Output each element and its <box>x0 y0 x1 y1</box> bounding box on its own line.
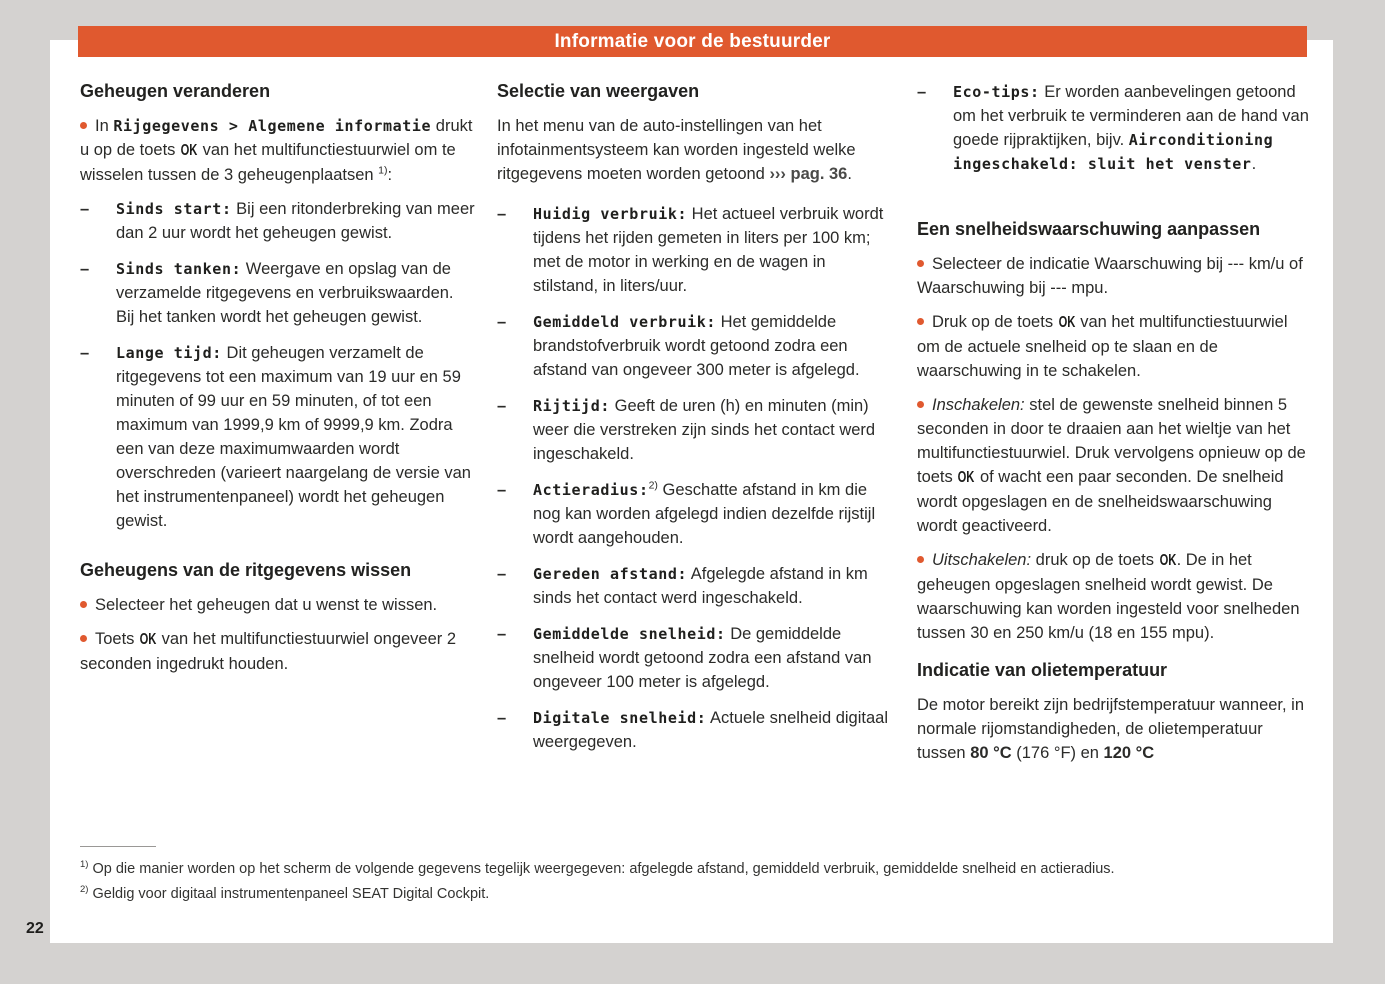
dash-item-actieradius <box>497 478 893 550</box>
dash-item-body <box>953 80 1313 176</box>
footnote-ref-2: 2) <box>648 479 658 492</box>
footnote-1 <box>80 857 1310 882</box>
section-heading-snelheidswaarschuwing: Een snelheidswaarschuwing aanpassen <box>917 219 1261 239</box>
section-heading-geheugens-wissen: Geheugens van de ritgegevens wissen <box>80 560 412 580</box>
ok-key-icon: OK <box>1058 314 1076 331</box>
ok-key-icon: OK <box>139 631 157 648</box>
dash-item-body <box>533 562 893 610</box>
text-run: Afgelegde afstand in km sinds het contact werd ingeschakeld. <box>533 565 868 607</box>
dash-marker: – <box>497 709 507 727</box>
value-80c: 80 °C <box>970 744 1012 762</box>
bullet-dot-icon <box>917 260 924 267</box>
dash-item-gemiddeld-verbruik <box>497 310 893 382</box>
footnotes <box>80 846 1310 907</box>
text-run: Geschatte afstand in km die nog kan worden afgelegd indien dezelfde rijstijl wordt aangehouden. <box>533 481 876 547</box>
dash-item-gemiddelde-snelheid <box>497 622 893 694</box>
term-sinds-tanken: Sinds tanken: <box>116 260 242 278</box>
dash-item-sinds-tanken <box>80 257 476 329</box>
term-eco-tips: Eco-tips: <box>953 83 1040 101</box>
term-huidig-verbruik: Huidig verbruik: <box>533 205 688 223</box>
dash-item-rijtijd <box>497 394 893 466</box>
footnote-1-marker: 1) <box>80 859 89 871</box>
text-run: Druk op de toets <box>932 313 1058 331</box>
dash-item-eco-tips <box>917 80 1313 176</box>
term-gereden-afstand: Gereden afstand: <box>533 565 688 583</box>
section-heading-selectie-weergaven: Selectie van weergaven <box>497 81 700 101</box>
text-run: van het multifunctiestuurwiel om te wisselen tussen de 3 geheugenplaatsen <box>80 141 456 184</box>
section-heading-olietemperatuur: Indicatie van olietemperatuur <box>917 660 1168 680</box>
text-run: (176 °F) en <box>1011 744 1104 762</box>
text-run: van het multifunctiestuurwiel ongeveer 2 seconden ingedrukt houden. <box>80 630 457 673</box>
dash-item-body <box>533 394 893 466</box>
term-gemiddelde-snelheid: Gemiddelde snelheid: <box>533 625 726 643</box>
page-header-bar <box>78 26 1307 57</box>
footnote-2 <box>80 882 1310 907</box>
text-run: Actuele snelheid digitaal weergegeven. <box>533 709 888 751</box>
term-actieradius: Actieradius: <box>533 481 649 499</box>
bullet-item-uitschakelen <box>917 548 1313 645</box>
column-middle <box>497 80 893 766</box>
text-run: Selecteer de indicatie Waarschuwing bij --- km/u of Waarschuwing bij --- mpu. <box>917 255 1303 297</box>
text-run: . De in het geheugen opgeslagen snelheid wordt gewist. De waarschuwing kan worden ingesteld voor snelheden tussen 30 en 250 km/u (18 en 155 mpu). <box>917 551 1300 642</box>
bullet-dot-icon <box>917 556 924 563</box>
dash-marker: – <box>917 83 927 101</box>
column-right <box>917 80 1313 765</box>
page-reference-pag-36: ››› pag. 36 <box>769 165 848 183</box>
dash-item-body <box>116 197 476 245</box>
text-run: drukt u op de toets <box>80 117 473 159</box>
dash-marker: – <box>497 565 507 583</box>
value-120c: 120 °C <box>1103 744 1155 762</box>
dash-item-digitale-snelheid <box>497 706 893 754</box>
dash-item-body <box>116 257 476 329</box>
bullet-dot-icon <box>80 122 87 129</box>
dash-item-gereden-afstand <box>497 562 893 610</box>
paragraph-olietemperatuur <box>917 693 1313 765</box>
term-sinds-start: Sinds start: <box>116 200 232 218</box>
footnote-2-marker: 2) <box>80 884 89 896</box>
bullet-dot-icon <box>917 318 924 325</box>
dash-marker: – <box>80 344 90 362</box>
text-run: druk op de toets <box>1031 551 1159 569</box>
dash-item-huidig-verbruik <box>497 202 893 298</box>
page-header-title: Informatie voor de bestuurder <box>554 30 831 52</box>
dash-item-body <box>116 341 476 533</box>
dash-marker: – <box>497 625 507 643</box>
ok-key-icon: OK <box>1159 552 1176 569</box>
paragraph-intro-weergaven <box>497 114 893 186</box>
bullet-item-druk-ok-opslaan <box>917 310 1313 383</box>
dash-item-body <box>533 622 893 694</box>
page-number: 22 <box>26 920 44 937</box>
text-run: In <box>95 117 114 135</box>
dash-item-sinds-start <box>80 197 476 245</box>
dash-item-lange-tijd <box>80 341 476 533</box>
dash-marker: – <box>497 313 507 331</box>
term-gemiddeld-verbruik: Gemiddeld verbruik: <box>533 313 716 331</box>
ok-key-icon: OK <box>957 469 975 486</box>
text-run: In het menu van de auto-instellingen van het infotainmentsysteem kan worden ingesteld welke ritgegevens moeten worden getoond <box>497 117 856 183</box>
bullet-item-selecteer-waarschuwing <box>917 252 1313 300</box>
dash-marker: – <box>80 260 90 278</box>
text-run: Toets <box>95 630 140 648</box>
dash-marker: – <box>497 481 507 499</box>
term-rijtijd: Rijtijd: <box>533 397 611 415</box>
text-run: Weergave en opslag van de verzamelde ritgegevens en verbruikswaarden. Bij het tanken wordt het geheugen gewist. <box>116 260 454 326</box>
text-run: . <box>1251 155 1257 173</box>
menu-message-airconditioning: Airconditioning ingeschakeld: sluit het venster <box>953 131 1274 173</box>
dash-item-body <box>533 310 893 382</box>
text-run: De gemiddelde snelheid wordt getoond zodra een afstand van ongeveer 100 meter is afgelegd. <box>533 625 872 691</box>
dash-item-body <box>533 202 893 298</box>
text-run: Geeft de uren (h) en minuten (min) weer die verstreken zijn sinds het contact werd ingeschakeld. <box>533 397 876 463</box>
term-lange-tijd: Lange tijd: <box>116 344 222 362</box>
bullet-dot-icon <box>917 401 924 408</box>
text-run: Het gemiddelde brandstofverbruik wordt getoond zodra een afstand van ongeveer 300 meter is afgelegd. <box>533 313 860 379</box>
text-run: of wacht een paar seconden. De snelheid wordt opgeslagen en de snelheidswaarschuwing wordt geactiveerd. <box>917 468 1284 535</box>
text-run: . <box>847 165 852 183</box>
term-inschakelen: Inschakelen: <box>932 396 1025 414</box>
bullet-item-inschakelen <box>917 393 1313 538</box>
term-uitschakelen: Uitschakelen: <box>932 551 1032 569</box>
text-run: De motor bereikt zijn bedrijfstemperatuur wanneer, in normale rijomstandigheden, de olietemperatuur tussen <box>917 696 1305 762</box>
bullet-dot-icon <box>80 635 87 642</box>
text-run: Dit geheugen verzamelt de ritgegevens tot een maximum van 19 uur en 59 minuten of 99 uur en 59 minuten, of tot een maximum van 1999,9 km of 9999,9 km. Zodra een van deze maximumwaarden wordt overschreden (varieert naargelang de versie van het instrumentenpaneel) wordt het geheugen gewist. <box>116 344 471 530</box>
footnote-2-text: Geldig voor digitaal instrumentenpaneel SEAT Digital Cockpit. <box>92 886 490 902</box>
dash-marker: – <box>497 397 507 415</box>
column-left <box>80 80 476 686</box>
menu-path-rijgegevens: Rijgegevens > Algemene informatie <box>113 117 432 135</box>
text-run: van het multifunctiestuurwiel om de actuele snelheid op te slaan en de waarschuwing in te schakelen. <box>917 313 1288 380</box>
text-run: stel de gewenste snelheid binnen 5 seconden in door te draaien aan het wieltje van het multifunctiestuurwiel. Druk vervolgens opnieuw op de toets <box>917 396 1306 486</box>
bullet-dot-icon <box>80 601 87 608</box>
dash-item-body <box>533 706 893 754</box>
text-run: : <box>387 166 393 184</box>
dash-item-body <box>533 478 893 550</box>
dash-marker: – <box>80 200 90 218</box>
bullet-item-memory-switch <box>80 114 476 187</box>
section-heading-geheugen-veranderen: Geheugen veranderen <box>80 81 271 101</box>
text-run: Selecteer het geheugen dat u wenst te wissen. <box>95 596 438 614</box>
footnote-divider <box>80 846 156 847</box>
ok-key-icon: OK <box>180 142 198 159</box>
text-run: Bij een ritonderbreking van meer dan 2 uur wordt het geheugen gewist. <box>116 200 475 242</box>
footnote-1-text: Op die manier worden op het scherm de volgende gegevens tegelijk weergegeven: afgelegde afstand, gemiddeld verbruik, gemiddelde snelheid en actieradius. <box>92 861 1115 877</box>
text-run: Er worden aanbevelingen getoond om het verbruik te verminderen aan de hand van goede rijpraktijken, bijv. <box>953 83 1309 149</box>
bullet-item-hold-ok <box>80 627 476 676</box>
footnote-ref-1: 1) <box>378 164 388 177</box>
bullet-item-select-memory <box>80 593 476 617</box>
term-digitale-snelheid: Digitale snelheid: <box>533 709 707 727</box>
text-run: Het actueel verbruik wordt tijdens het rijden gemeten in liters per 100 km; met de motor in werking en de wagen in stilstand, in liters/uur. <box>533 205 884 295</box>
dash-marker: – <box>497 205 507 223</box>
